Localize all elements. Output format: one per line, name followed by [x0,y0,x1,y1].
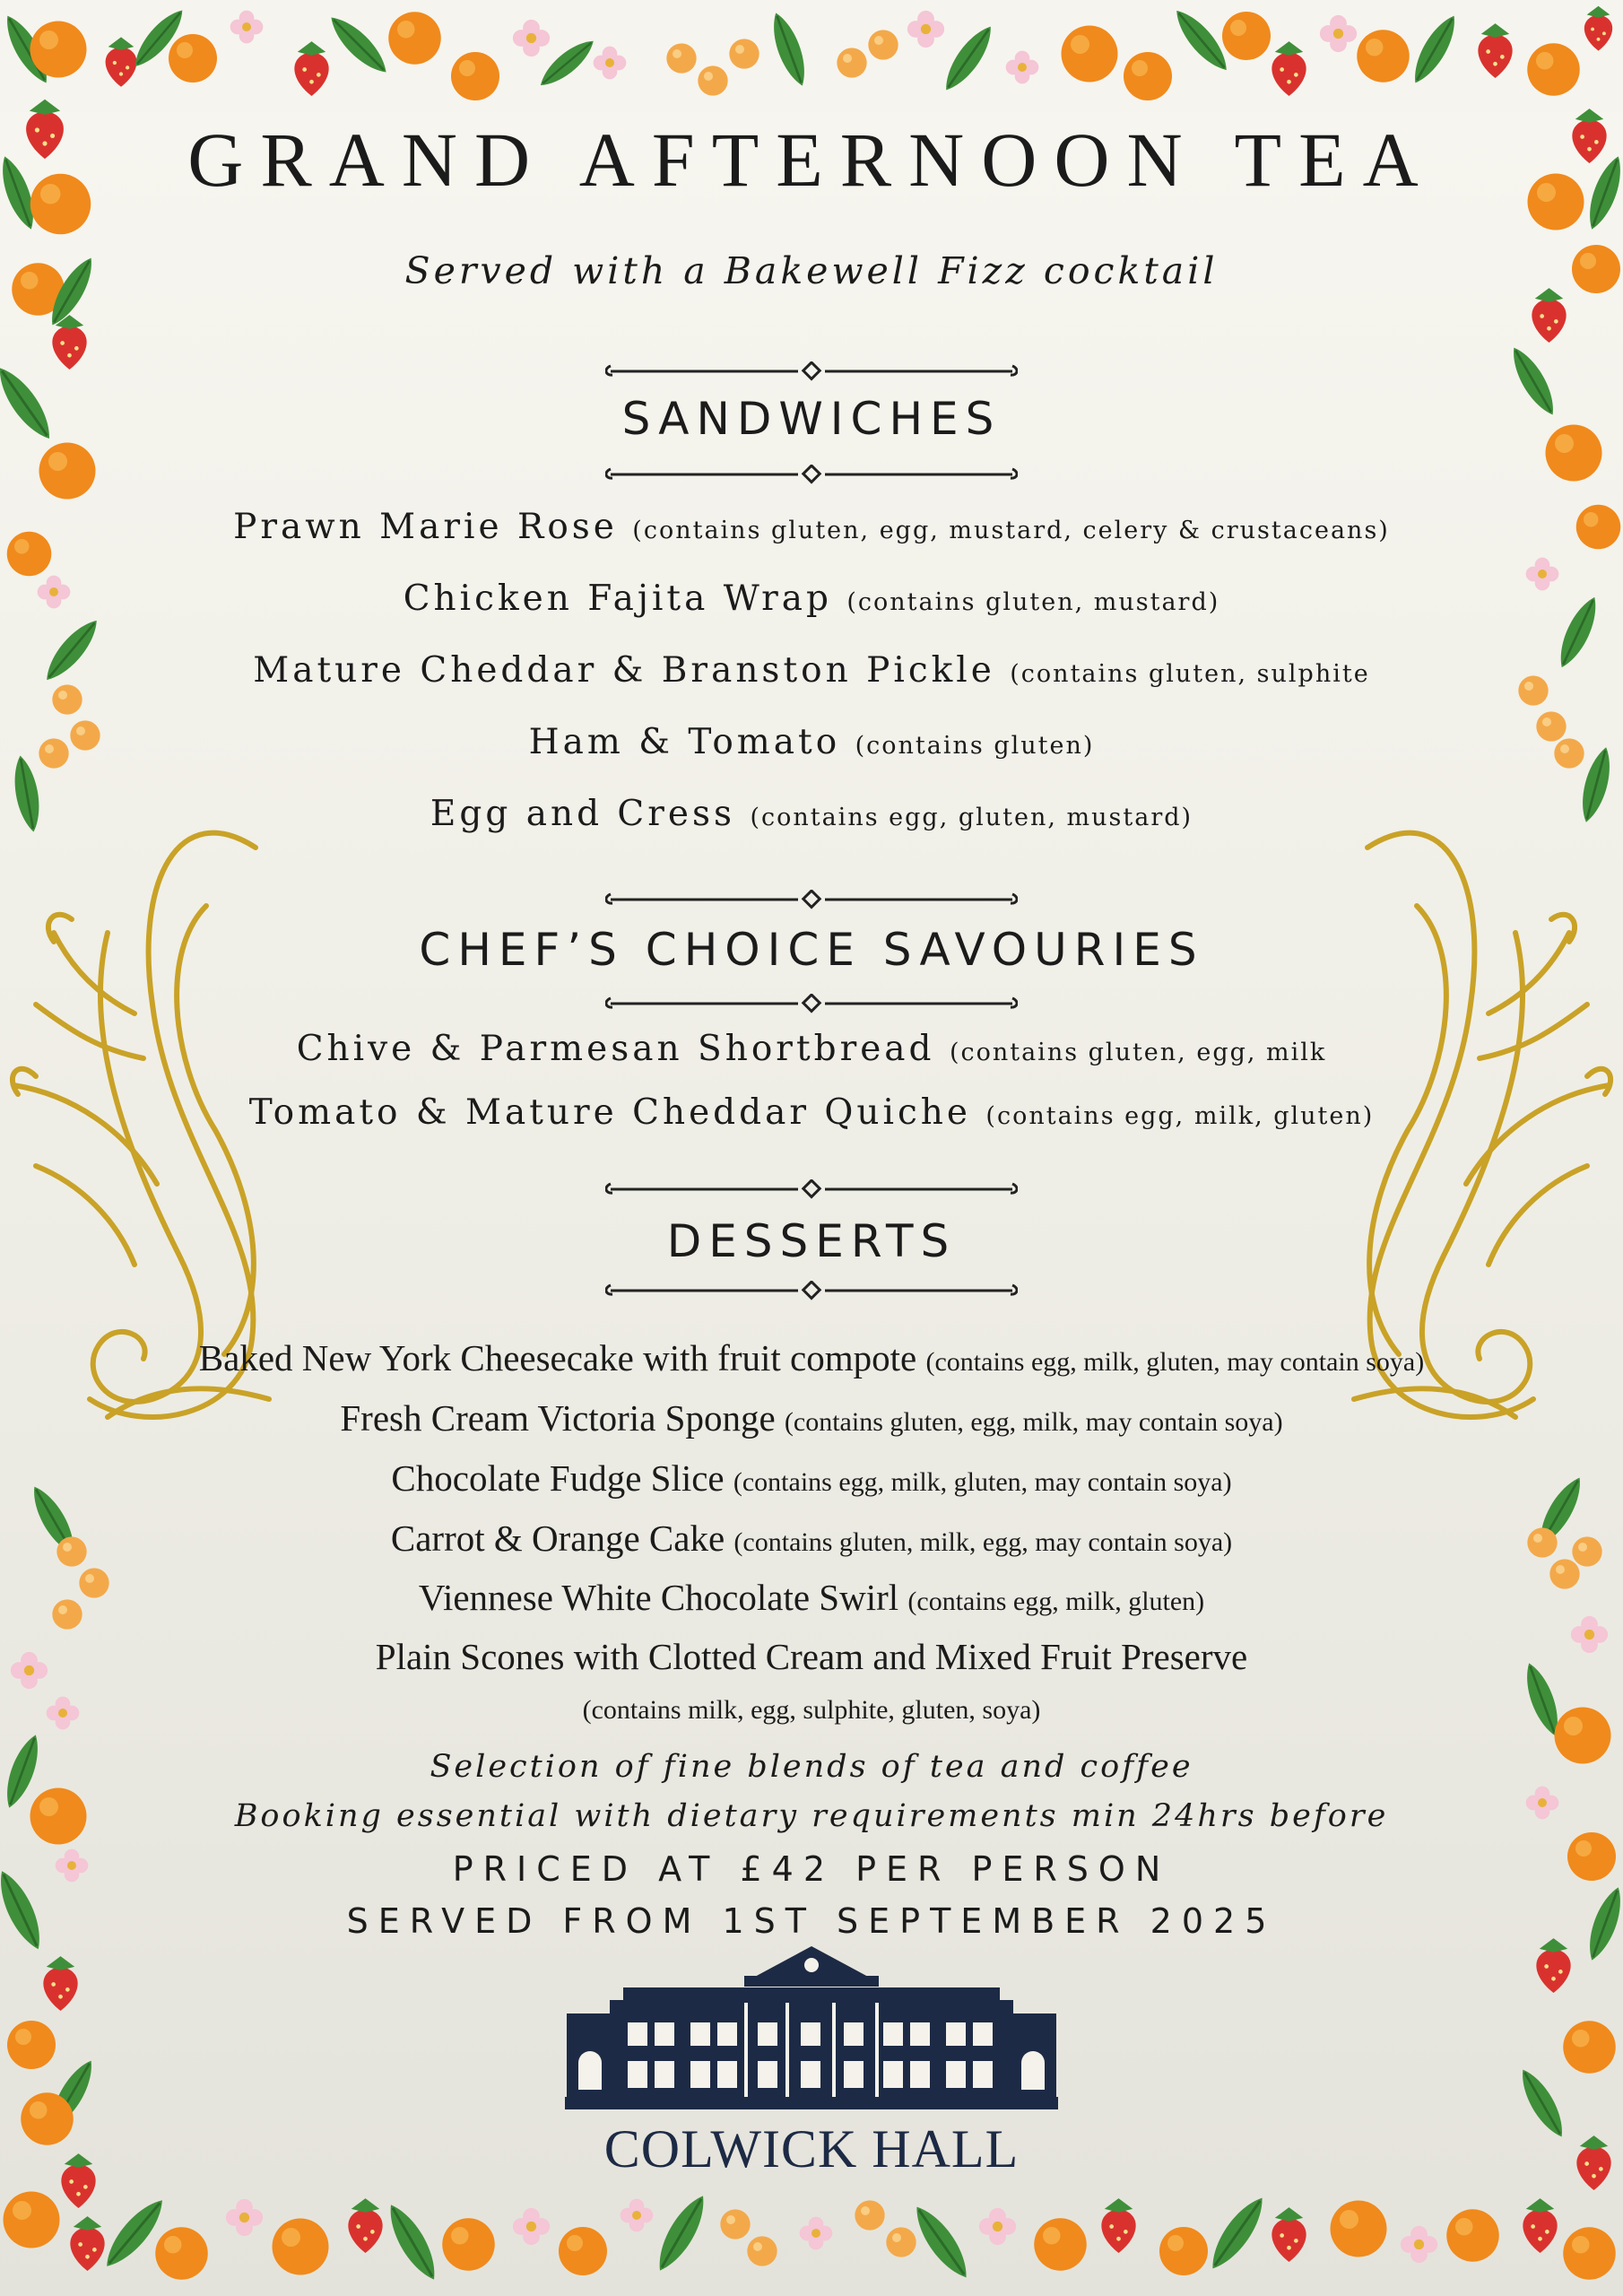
item-name: Egg and Cress [430,794,736,834]
subtitle: Served with a Bakewell Fizz cocktail [404,249,1219,292]
item-allergens: (contains egg, milk, gluten) [985,1102,1375,1130]
booking-line: Booking essential with dietary requirements min 24hrs before [234,1798,1389,1834]
menu-item-allergens-line [0,1684,1623,1727]
ornament-divider-icon [605,361,1018,381]
menu-item [0,1396,1623,1439]
item-allergens: (contains gluten, mustard) [846,588,1220,616]
item-name: Tomato & Mature Cheddar Quiche [248,1092,972,1133]
ornament-divider-icon [605,994,1018,1013]
item-name: Ham & Tomato [528,722,841,762]
menu-item [0,722,1623,762]
price-line: PRICED AT £42 PER PERSON [452,1849,1171,1889]
item-name: Chocolate Fudge Slice [391,1457,725,1499]
bottom-floral-border-icon [4,2190,1616,2286]
item-name: Mature Cheddar & Branston Pickle [253,650,995,691]
menu-item [0,1029,1623,1069]
item-allergens: (contains gluten, egg, mustard, celery & crustaceans) [632,517,1390,544]
menu-item [0,1457,1623,1500]
item-name: Baked New York Cheesecake with fruit compote [198,1337,917,1378]
served-from-line: SERVED FROM 1ST SEPTEMBER 2025 [346,1901,1277,1941]
menu-item [0,794,1623,834]
item-name: Carrot & Orange Cake [390,1518,725,1559]
item-allergens: (contains egg, milk, gluten) [907,1587,1205,1616]
item-allergens: (contains egg, milk, gluten, may contain soya) [925,1347,1425,1377]
tea-coffee-line: Selection of fine blends of tea and coffee [430,1749,1193,1785]
menu-item [0,1576,1623,1619]
ornament-divider-icon [605,1281,1018,1300]
menu-item [0,650,1623,691]
item-allergens: (contains milk, egg, sulphite, gluten, soya) [582,1695,1041,1725]
item-allergens: (contains gluten) [855,732,1095,760]
top-floral-border-icon [0,0,1623,112]
item-name: Fresh Cream Victoria Sponge [340,1397,776,1439]
item-allergens: (contains gluten, egg, milk [949,1039,1327,1066]
menu-item [0,507,1623,547]
ornament-divider-icon [605,890,1018,909]
menu-item [0,1336,1623,1379]
right-floral-border-icon [1505,109,1623,825]
item-name: Prawn Marie Rose [233,507,618,547]
item-allergens: (contains gluten, egg, milk, may contain soya) [784,1407,1283,1437]
menu-item [0,1517,1623,1560]
item-allergens: (contains egg, milk, gluten, may contain soya) [733,1467,1232,1497]
item-name: Viennese White Chocolate Swirl [418,1577,899,1618]
item-name: Plain Scones with Clotted Cream and Mixed Fruit Preserve [375,1636,1248,1677]
brand-logo-text: COLWICK HALL [603,2119,1020,2179]
menu-item [0,1092,1623,1133]
ornament-divider-icon [605,1179,1018,1199]
item-allergens: (contains egg, gluten, mustard) [750,804,1193,831]
item-allergens: (contains gluten, sulphite [1010,660,1370,688]
item-name: Chive & Parmesan Shortbread [296,1029,935,1069]
ornament-divider-icon [605,465,1018,484]
section-heading-sandwiches: SANDWICHES [621,393,1002,445]
section-heading-savouries: CHEF’S CHOICE SAVOURIES [419,924,1204,976]
item-name: Chicken Fajita Wrap [403,578,832,619]
item-allergens: (contains gluten, milk, egg, may contain soya) [733,1527,1233,1557]
section-heading-desserts: DESSERTS [666,1215,957,1267]
page-title: GRAND AFTERNOON TEA [187,117,1436,203]
menu-item [0,1635,1623,1678]
menu-item [0,578,1623,619]
